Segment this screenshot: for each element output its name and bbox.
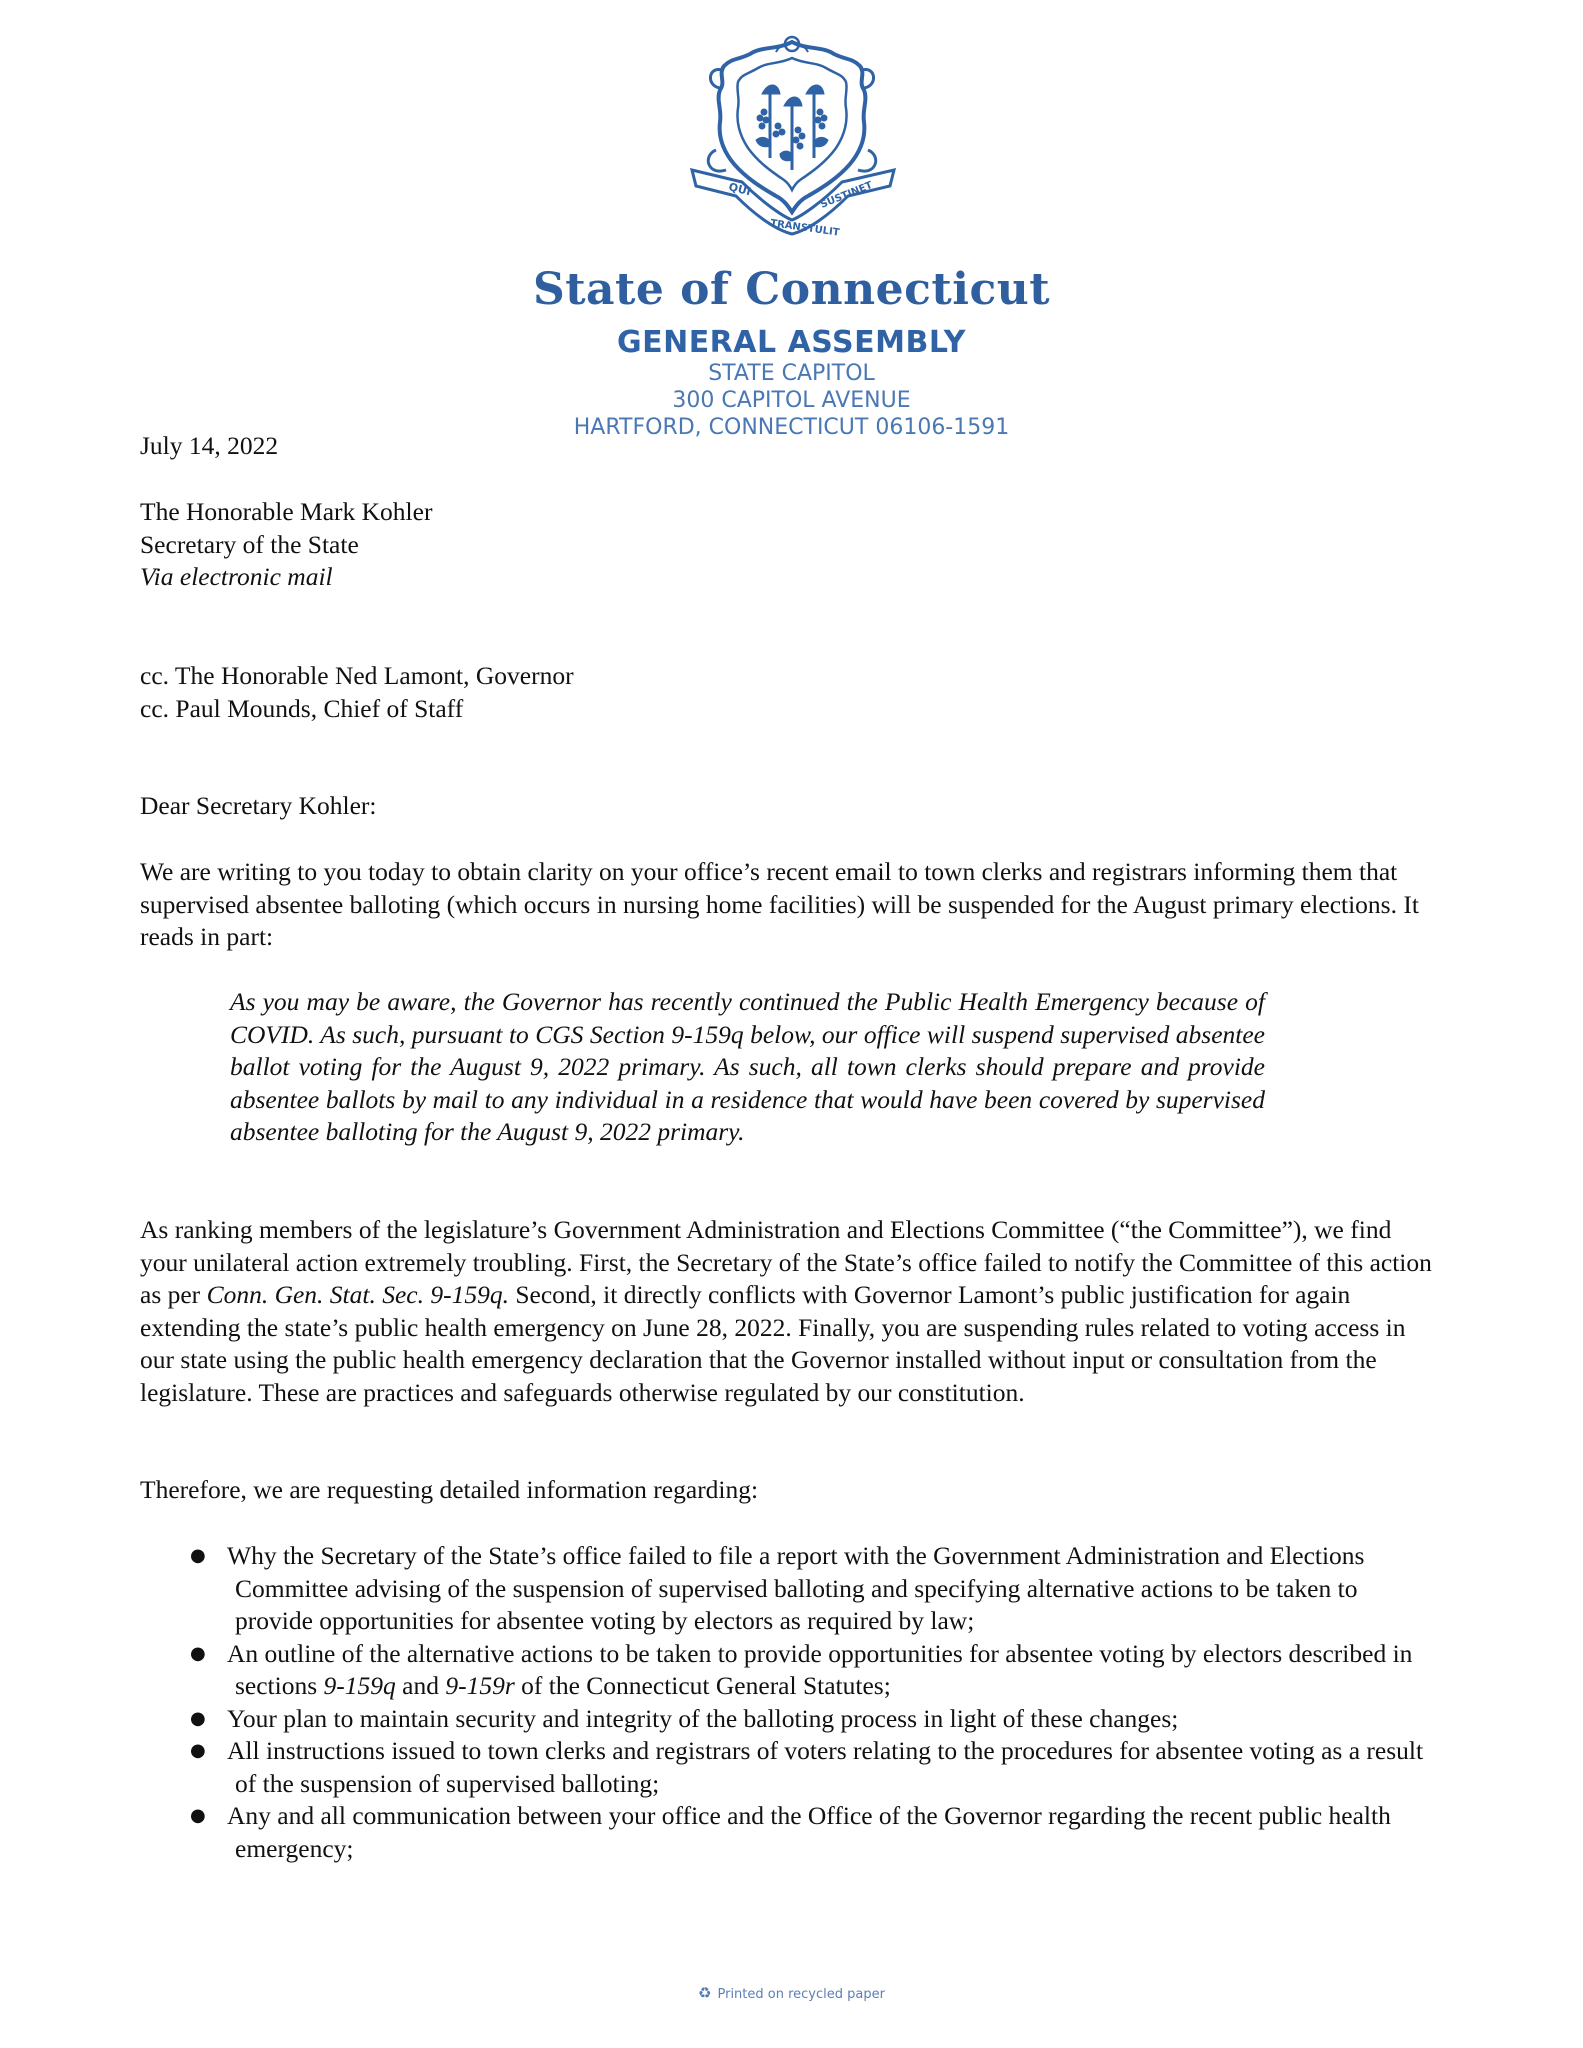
bullet-icon: ●	[190, 1707, 206, 1729]
recipient-title: Secretary of the State	[140, 529, 359, 559]
bullet-icon: ●	[190, 1545, 206, 1566]
quoted-email: As you may be aware, the Governor has recently continued the Public Health Emergency because of COVID. As such, pursuant to CGS Section 9-159q below, our office will suspend supervised absentee ballot voting for the August 9, 2022 primary. As such, all town clerks should prepare and provide absentee ballots by mail to any individual in a residence that would have been covered by supervised absentee balloting for the August 9, 2022 primary.	[230, 987, 1265, 1146]
state-seal-icon	[672, 30, 912, 260]
bullet-icon: ●	[190, 1805, 206, 1826]
address-line-2: 300 CAPITOL AVENUE	[672, 388, 911, 413]
request-item-text: Your plan to maintain security and integrity of the balloting process in light of these changes;	[227, 1703, 1179, 1733]
bullet-icon: ●	[190, 1642, 206, 1664]
salutation: Dear Secretary Kohler:	[140, 791, 377, 820]
footer	[0, 1984, 1583, 2002]
list-item	[140, 1703, 1440, 1736]
request-item-text: Why the Secretary of the State’s office failed to file a report with the Government Administration and Elections Committee advising of the suspension of supervised balloting and specifying alternative actions to be taken to provide opportunities for absentee voting by electors as required by law;	[227, 1541, 1365, 1635]
letter-date: July 14, 2022	[140, 431, 279, 460]
address-line-3: HARTFORD, CONNECTICUT 06106-1591	[573, 415, 1010, 440]
paragraph-request: Therefore, we are requesting detailed information regarding:	[140, 1475, 759, 1504]
statute-citation: Conn. Gen. Stat. Sec. 9-159q.	[206, 1280, 509, 1309]
cc-chief-of-staff: cc. Paul Mounds, Chief of Staff	[140, 693, 464, 723]
address-line-1: STATE CAPITOL	[708, 361, 875, 386]
statute-citation: 9-159r	[445, 1671, 515, 1700]
request-item-text: of the Connecticut General Statutes;	[514, 1671, 891, 1700]
paragraph-concerns-part1: As ranking members of the legislature’s Government Administration and Elections Committee (“the Committee”), we find your unilateral action extremely troubling. First, the Secretary of the State’s office failed to notify the Committee of this action as per	[140, 1215, 1432, 1309]
request-item-text: All instructions issued to town clerks and registrars of voters relating to the procedures for absentee voting as a result of the suspension of supervised balloting;	[227, 1736, 1424, 1798]
delivery-method: Via electronic mail	[140, 562, 333, 591]
motto-left: QUI	[726, 180, 752, 199]
request-item-text: An outline of the alternative actions to be taken to provide opportunities for absentee voting by electors described in sections	[227, 1638, 1413, 1700]
motto-right: SUSTINET	[818, 179, 874, 211]
bullet-icon: ●	[190, 1740, 206, 1761]
cc-governor: cc. The Honorable Ned Lamont, Governor	[140, 661, 574, 690]
letterhead	[0, 30, 1583, 441]
motto-center: TRANSTULIT	[769, 218, 840, 239]
list-item	[140, 1638, 1440, 1703]
list-item	[140, 1800, 1440, 1865]
request-item-text: Any and all communication between your office and the Office of the Governor regarding the recent public health emergency;	[227, 1801, 1391, 1863]
recipient-name: The Honorable Mark Kohler	[140, 497, 433, 526]
footer-text: Printed on recycled paper	[717, 1987, 885, 2002]
paragraph-intro: We are writing to you today to obtain clarity on your office’s recent email to town clerks and registrars informing them that supervised absentee balloting (which occurs in nursing home facilities) will be suspended for the August primary elections. It reads in part:	[140, 857, 1419, 951]
general-assembly-heading: GENERAL ASSEMBLY	[616, 325, 967, 360]
state-name: State of Connecticut	[532, 264, 1051, 315]
request-list	[140, 1540, 1440, 1865]
recipient-block	[140, 496, 1440, 594]
list-item	[140, 1540, 1440, 1638]
paragraph-concerns	[140, 1214, 1440, 1409]
recycle-icon: ♻	[698, 1984, 712, 2002]
list-item	[140, 1735, 1440, 1800]
cc-block	[140, 660, 1440, 725]
statute-citation: 9-159q	[323, 1671, 396, 1700]
paragraph-concerns-part2: Second, it directly conflicts with Governor Lamont’s public justification for again extending the state’s public health emergency on June 28, 2022. Finally, you are suspending rules related to voting access in our state using the public health emergency declaration that the Governor installed without input or consultation from the legislature. These are practices and safeguards otherwise regulated by our constitution.	[140, 1280, 1406, 1407]
request-item-text: and	[395, 1671, 446, 1700]
